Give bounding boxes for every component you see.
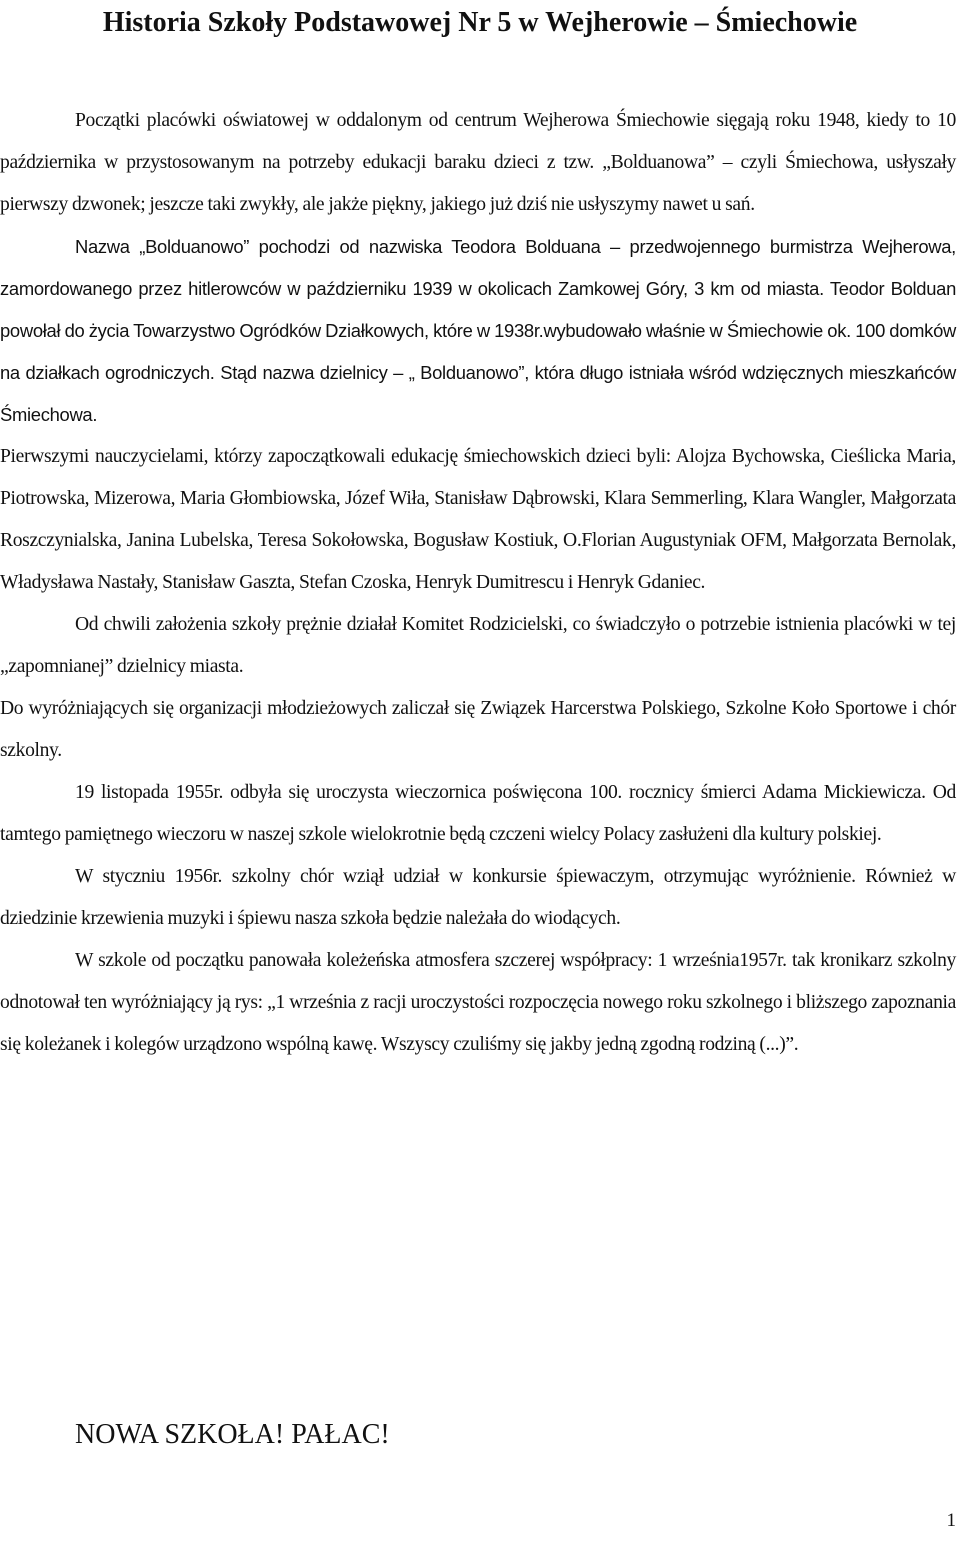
page-number: 1 <box>946 1510 956 1531</box>
paragraph-youth-organizations: Do wyróżniających się organizacji młodzieżowych zaliczał się Związek Harcerstwa Polskiego, Szkolne Koło Sportowe i chór szkolny. <box>0 698 956 761</box>
document-body <box>0 100 956 1066</box>
paragraph-choir-contest: W styczniu 1956r. szkolny chór wziął udział w konkursie śpiewaczym, otrzymując wyróżnienie. Również w dziedzinie krzewienia muzyki i śpiewu nasza szkoła będzie należała do wiodących. <box>0 866 956 929</box>
paragraph-parents-committee: Od chwili założenia szkoły prężnie działał Komitet Rodzicielski, co świadczyło o potrzebie istnienia placówki w tej „zapomnianej” dzielnicy miasta. <box>0 614 956 677</box>
paragraph-school-atmosphere: W szkole od początku panowała koleżeńska atmosfera szczerej współpracy: 1 września1957r. tak kronikarz szkolny odnotował ten wyróżniający ją rys: „1 września z racji uroczystości rozpoczęcia nowego roku szkolnego i bliższego zapoznania się koleżanek i kolegów urządzono wspólną kawę. Wszyscy czuliśmy się jakby jedną zgodną rodziną (...)”. <box>0 950 956 1055</box>
document-title: Historia Szkoły Podstawowej Nr 5 w Wejherowie – Śmiechowie <box>102 7 858 38</box>
paragraph-name-origin: Nazwa „Bolduanowo” pochodzi od nazwiska Teodora Bolduana – przedwojennego burmistrza Wejherowa, zamordowanego przez hitlerowców w październiku 1939 w okolicach Zamkowej Góry, 3 km od miasta. Teodor Bolduan powołał do życia Towarzystwo Ogródków Działkowych, które w 1938r.wybudowało właśnie w Śmiechowie ok. 100 domków na działkach ogrodniczych. Stąd nazwa dzielnicy – „ Bolduanowo”, która długo istniała wśród wdzięcznych mieszkańców Śmiechowa. <box>0 236 956 425</box>
paragraph-mickiewicz-evening: 19 listopada 1955r. odbyła się uroczysta wieczornica poświęcona 100. rocznicy śmierci Adama Mickiewicza. Od tamtego pamiętnego wieczoru w naszej szkole wielokrotnie będą czczeni wielcy Polacy zasłużeni dla kultury polskiej. <box>0 782 956 845</box>
section-heading: NOWA SZKOŁA! PAŁAC! <box>75 1419 390 1450</box>
paragraph-origins: Początki placówki oświatowej w oddalonym od centrum Wejherowa Śmiechowie sięgają roku 1948, kiedy to 10 października w przystosowanym na potrzeby edukacji baraku dzieci z tzw. „Bolduanowa” – czyli Śmiechowa, usłyszały pierwszy dzwonek; jeszcze taki zwykły, ale jakże piękny, jakiego już dziś nie usłyszymy nawet u sań. <box>0 110 956 215</box>
paragraph-first-teachers: Pierwszymi nauczycielami, którzy zapoczątkowali edukację śmiechowskich dzieci byli: Alojza Bychowska, Cieślicka Maria, Piotrowska, Mizerowa, Maria Głombiowska, Józef Wiła, Stanisław Dąbrowski, Klara Semmerling, Klara Wangler, Małgorzata Roszczynialska, Janina Lubelska, Teresa Sokołowska, Bogusław Kostiuk, O.Florian Augustyniak OFM, Małgorzata Bernolak, Władysława Nastały, Stanisław Gaszta, Stefan Czoska, Henryk Dumitrescu i Henryk Gdaniec. <box>0 446 956 593</box>
